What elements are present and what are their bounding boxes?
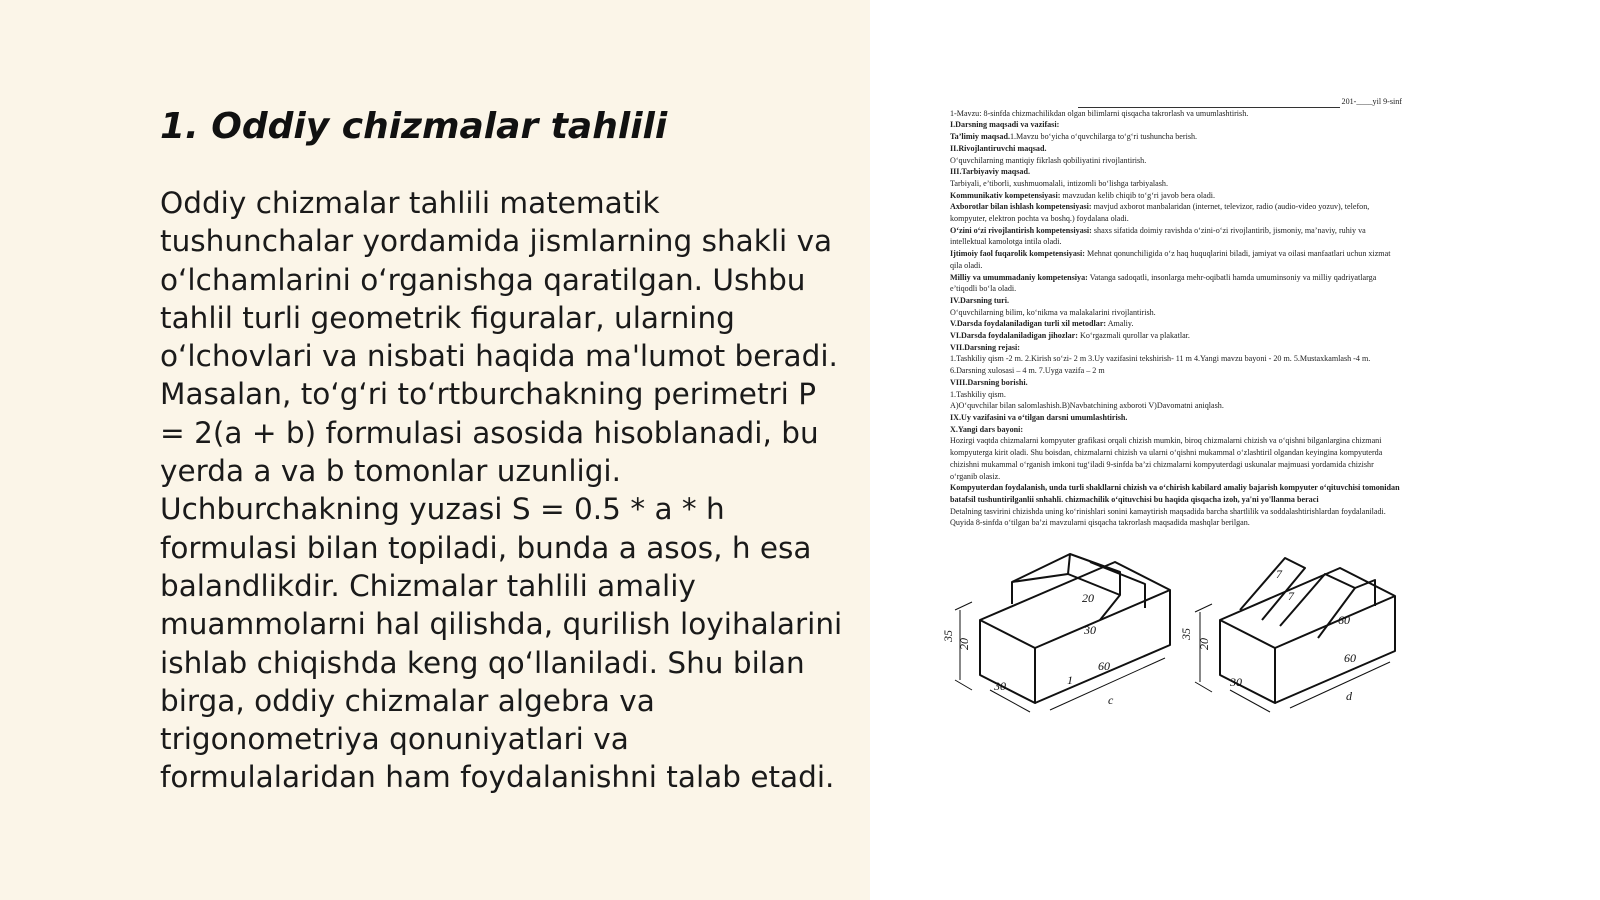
fig-c-dim-20a: 20: [957, 638, 971, 650]
fig-d-label: d: [1346, 689, 1352, 703]
doc-line: [950, 318, 1402, 330]
figure-c-drawing: [955, 554, 1170, 712]
doc-line-text: Quyida 8-sinfda o‘tilgan ba’zi mavzularni qisqacha takrorlash maqsadida mashqlar berilgan.: [950, 518, 1250, 528]
doc-line-text: Detalning tasvirini chizishda uning ko‘rinishlari sonini kamaytirish maqsadida barcha shartlilik va soddalashtirishlardan foydalaniladi.: [950, 506, 1386, 516]
doc-line: [950, 412, 1402, 424]
doc-line: [950, 178, 1402, 190]
fig-d-dim-20: 20: [1197, 638, 1211, 650]
doc-line-text: 1.Tashkiliy qism.: [950, 389, 1006, 399]
doc-line-text: shaxs sifatida doimiy ravishda o‘zini-o‘zi rivojlantirib, jismoniy, ma’naviy, ruhiy va intellektual kamolotga intila oladi.: [950, 225, 1366, 247]
doc-line-text: Mehnat qonunchiligida o‘z haq huquqlarini biladi, jamiyat va oilasi manfaatlari uchun xizmat qila oladi.: [950, 249, 1391, 270]
doc-line-heading: VII.Darsning rejasi:: [950, 342, 1020, 352]
doc-line: [950, 400, 1402, 412]
doc-line-text: 1.Tashkiliy qism -2 m. 2.Kirish so‘zi- 2 m 3.Uy vazifasini tekshirish- 11 m 4.Yangi mavzu bayoni - 20 m. 5.Mustaxkamlash -4 m. 6.Darsning xulosasi – 4 m. 7.Uyga vazifa – 2 m: [950, 354, 1371, 376]
doc-line-heading: IX.Uy vazifasini va o‘tilgan darsni umumlashtirish.: [950, 412, 1128, 422]
doc-line-text: Amaliy.: [1106, 319, 1134, 329]
doc-line: [950, 143, 1402, 155]
doc-line-heading: X.Yangi dars bayoni:: [950, 424, 1024, 434]
fig-d-dim-60a: 60: [1338, 613, 1350, 627]
slide-title: 1. Oddiy chizmalar tahlili: [160, 106, 668, 147]
doc-line: [950, 248, 1402, 271]
slide-body-text: Oddiy chizmalar tahlili matematik tushunchalar yordamida jismlarning shakli va o‘lchamlarini o‘rganishga qaratilgan. Ushbu tahlil turli geometrik figuralar, ularning o‘lchovlari va nisbati haqida ma'lumot beradi. Masalan, to‘g‘ri to‘rtburchakning perimetri P = 2(a + b) formulasi asosida hisoblanadi, bu yerda a va b tomonlar uzunligi. Uchburchakning yuzasi S = 0.5 * a * h formulasi bilan topiladi, bunda a asos, h esa balandlikdir. Chizmalar tahlili amaliy muammolarni hal qilishda, qurilish loyihalarini ishlab chiqishda keng qo‘llaniladi. Shu bilan birga, oddiy chizmalar algebra va trigonometriya qonuniyatlari va formulalaridan ham foydalanishni talab etadi.: [160, 186, 843, 795]
doc-line-text: Tarbiyali, e’tiborli, xushmuomalali, intizomli bo‘lishga tarbiyalash.: [950, 178, 1168, 188]
doc-line-heading: Kompyuterdan foydalanish, unda turli shakllarni chizish va o‘chirish kabilard amaliy bajarish kompyuter o‘qituvchisi tomonidan batafsil tushuntirilganlii snhahli. chizmachilik o‘qituvchisi bu haqida qisqacha izoh, ya'ni yo'llanma beraci: [950, 483, 1400, 504]
doc-line-heading: I.Darsning maqsadi va vazifasi:: [950, 120, 1060, 130]
fig-c-dim-35: 35: [941, 630, 955, 642]
fig-c-dim-30b: 30: [994, 679, 1006, 693]
doc-line-text: mavjud axborot manbalaridan (internet, televizor, radio (audio-video yozuv), telefon, kompyuter, elektron pochta va boshq.) foydalana oladi.: [950, 202, 1370, 224]
doc-line-heading: V.Darsda foydalaniladigan turli xil metodlar:: [950, 319, 1107, 329]
doc-line-heading: II.Rivojlantiruvchi maqsad.: [950, 143, 1047, 153]
doc-line: [950, 342, 1402, 354]
isometric-drawings-figure: [941, 540, 1410, 750]
doc-line: [950, 190, 1402, 202]
fig-d-dim-7a: 7: [1276, 567, 1282, 581]
doc-line-text: Vatanga sadoqatli, insonlarga mehr-oqibatli hamda umuminsoniy va milliy qadriyatlarga e’tiqodli bo‘la oladi.: [950, 272, 1377, 294]
doc-line-text: Hozirgi vaqtda chizmalarni kompyuter grafikasi orqali chizish mumkin, biroq chizmalarni chizish va o‘qishni bilganlargina chizmani kompyuterga kirit oladi. Shu boisdan, chizmalarni chizish va ularni o‘qishni mukammal o‘zlashtiril olgandan keyingina kompyuterda chizishni mukammal o‘rganish imkoni tug‘iladi 9-sinfda ba’zi chizmalarni kompyuterdagi uskunalar majmuasi yordamida chizishr o‘rganib olasiz.: [950, 436, 1383, 481]
fig-c-label: c: [1108, 693, 1114, 707]
doc-line-heading: Axborotlar bilan ishlash kompetensiyasi:: [950, 202, 1092, 212]
doc-line: [950, 377, 1402, 389]
doc-line: [950, 108, 1402, 120]
doc-line: [950, 155, 1402, 167]
doc-line: [950, 166, 1402, 178]
doc-line-text: A)O‘quvchilar bilan salomlashish.B)Navbatchining axboroti V)Davomatni aniqlash.: [950, 401, 1224, 411]
doc-line-heading: VI.Darsda foydalaniladigan jihozlar:: [950, 331, 1078, 341]
fig-c-dim-20b: 20: [1082, 591, 1094, 605]
doc-line: [950, 517, 1402, 529]
doc-line: [950, 201, 1402, 224]
doc-line-text: O‘quvchilarning bilim, ko‘nikma va malakalarini rivojlantirish.: [950, 307, 1156, 317]
doc-date-line: 201-____yil 9-sinf: [950, 96, 1402, 108]
doc-line-text: Ko‘rgazmali qurollar va plakatlar.: [1077, 331, 1190, 341]
fig-c-dim-1: 1: [1067, 673, 1073, 687]
fig-c-dim-60: 60: [1098, 659, 1110, 673]
lesson-plan-document: [950, 96, 1402, 529]
doc-line-heading: Kommunikativ kompetensiyasi:: [950, 190, 1061, 200]
doc-line-heading: III.Tarbiyaviy maqsad.: [950, 167, 1030, 177]
doc-line-heading: Ijtimoiy faol fuqarolik kompetensiyasi:: [950, 249, 1085, 259]
doc-date-underline: [1078, 96, 1340, 108]
doc-line-heading: Ta’limiy maqsad.: [950, 132, 1010, 142]
doc-lines: [950, 108, 1402, 529]
fig-d-dim-30: 30: [1230, 675, 1242, 689]
doc-line: [950, 131, 1402, 143]
doc-line: [950, 272, 1402, 295]
doc-line-heading: O‘zini o‘zi rivojlantirish kompetensiyasi:: [950, 225, 1092, 235]
doc-line: [950, 353, 1402, 376]
fig-d-dim-7b: 7: [1288, 589, 1294, 603]
figure-d-drawing: [1195, 558, 1395, 712]
doc-line: [950, 435, 1402, 482]
doc-line: [950, 424, 1402, 436]
fig-d-dim-60b: 60: [1344, 651, 1356, 665]
doc-line: [950, 482, 1402, 505]
doc-line: [950, 389, 1402, 401]
doc-line-heading: Milliy va umummadaniy kompetensiya:: [950, 272, 1088, 282]
doc-line-text: O‘quvchilarning mantiqiy fikrlash qobiliyatini rivojlantirish.: [950, 155, 1147, 165]
doc-line-heading: IV.Darsning turi.: [950, 295, 1009, 305]
fig-c-dim-30a: 30: [1084, 623, 1096, 637]
doc-line-text: 1.Mavzu bo‘yicha o‘quvchilarga to‘g‘ri tushuncha berish.: [1009, 132, 1198, 142]
doc-line: [950, 225, 1402, 248]
fig-d-dim-35: 35: [1179, 628, 1193, 640]
doc-line-text: 1-Mavzu: 8-sinfda chizmachilikdan olgan bilimlarni qisqacha takrorlash va umumlashtirish.: [950, 108, 1249, 118]
doc-line: [950, 295, 1402, 307]
doc-line: [950, 119, 1402, 131]
doc-line-text: mavzudan kelib chiqib to‘g‘ri javob bera oladi.: [1060, 190, 1216, 200]
doc-line: [950, 330, 1402, 342]
doc-line: [950, 307, 1402, 319]
doc-line-heading: VIII.Darsning borishi.: [950, 377, 1028, 387]
doc-line: [950, 506, 1402, 518]
